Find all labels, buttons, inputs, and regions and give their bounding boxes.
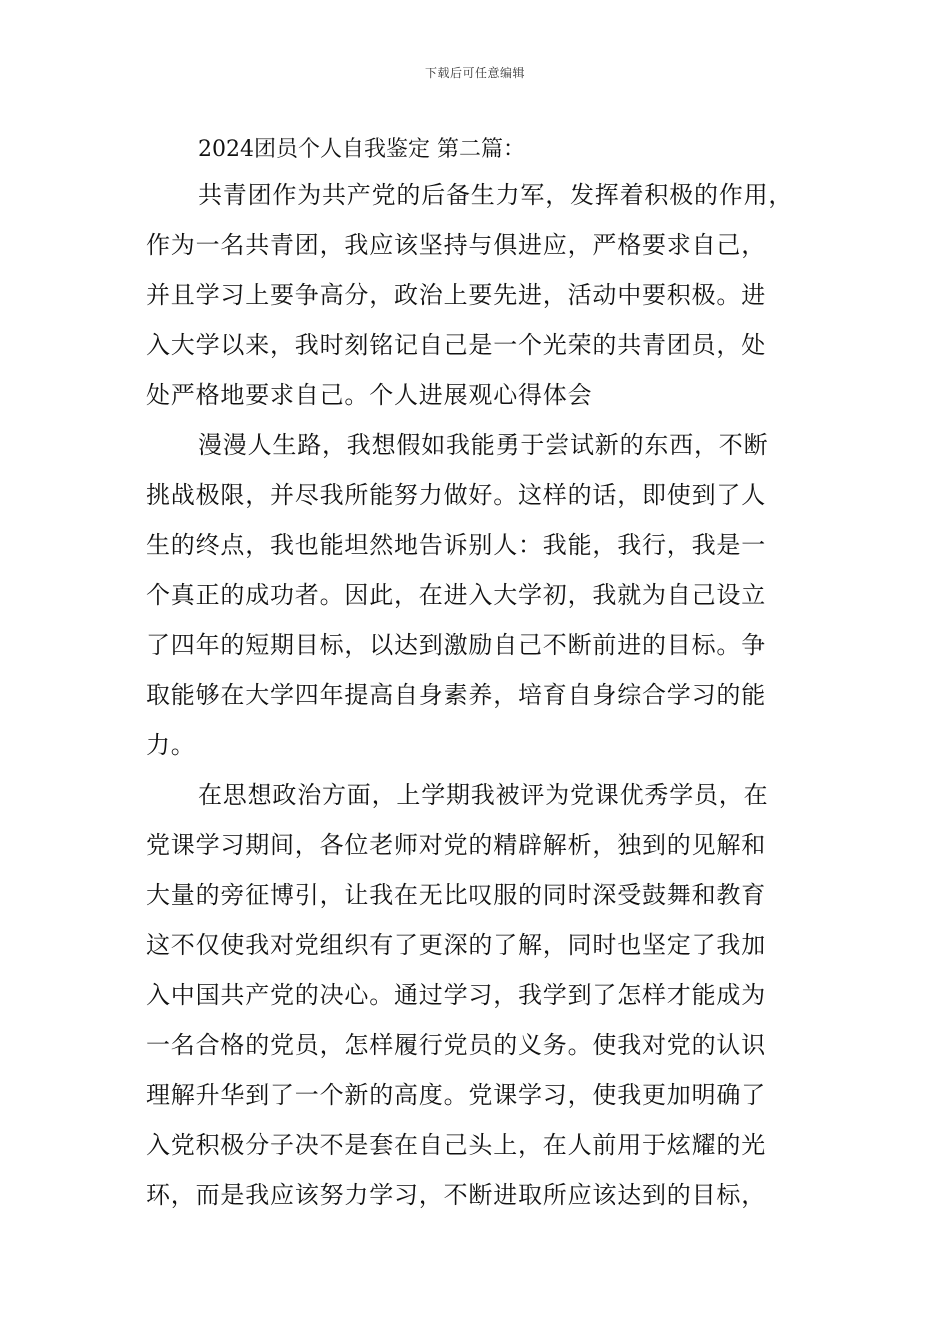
paragraph-3	[146, 770, 808, 1220]
paragraph-line: 作为一名共青团，我应该坚持与俱进应，严格要求自己，	[146, 231, 766, 259]
document-title: 2024团员个人自我鉴定 第二篇：	[198, 137, 525, 162]
paragraph-line: 生的终点，我也能坦然地告诉别人：我能，我行，我是一	[146, 531, 766, 559]
paragraph-line: 入大学以来，我时刻铭记自己是一个光荣的共青团员，处	[146, 331, 766, 359]
paragraph-line: 处严格地要求自己。个人进展观心得体会	[146, 381, 593, 409]
document-body	[146, 130, 808, 1220]
page-header-note: 下载后可任意编辑	[424, 66, 525, 80]
paragraph-line: 理解升华到了一个新的高度。党课学习，使我更加明确了	[146, 1081, 766, 1109]
paragraph-line: 一名合格的党员，怎样履行党员的义务。使我对党的认识	[146, 1031, 766, 1059]
paragraph-line: 个真正的成功者。因此，在进入大学初，我就为自己设立	[146, 581, 766, 609]
paragraph-line: 大量的旁征博引，让我在无比叹服的同时深受鼓舞和教育	[146, 881, 766, 909]
paragraph-line: 入中国共产党的决心。通过学习，我学到了怎样才能成为	[146, 981, 766, 1009]
paragraph-line: 在思想政治方面，上学期我被评为党课优秀学员，在	[198, 781, 769, 809]
paragraph-line: 环，而是我应该努力学习，不断进取所应该达到的目标，	[146, 1181, 766, 1209]
paragraph-line: 漫漫人生路，我想假如我能勇于尝试新的东西，不断	[198, 431, 769, 459]
paragraph-line: 党课学习期间，各位老师对党的精辟解析，独到的见解和	[146, 831, 766, 859]
paragraph-line: 挑战极限，并尽我所能努力做好。这样的话，即使到了人	[146, 481, 766, 509]
paragraph-line: 入党积极分子决不是套在自己头上，在人前用于炫耀的光	[146, 1131, 766, 1159]
paragraph-line: 并且学习上要争高分，政治上要先进，活动中要积极。进	[146, 281, 766, 309]
paragraph-line: 共青团作为共产党的后备生力军，发挥着积极的作用，	[198, 181, 794, 209]
paragraph-line: 这不仅使我对党组织有了更深的了解，同时也坚定了我加	[146, 931, 766, 959]
paragraph-line: 取能够在大学四年提高自身素养，培育自身综合学习的能	[146, 681, 766, 709]
paragraph-line: 力。	[146, 731, 196, 759]
paragraph-1	[146, 170, 808, 420]
paragraph-line: 了四年的短期目标，以达到激励自己不断前进的目标。争	[146, 631, 766, 659]
paragraph-2	[146, 420, 808, 770]
